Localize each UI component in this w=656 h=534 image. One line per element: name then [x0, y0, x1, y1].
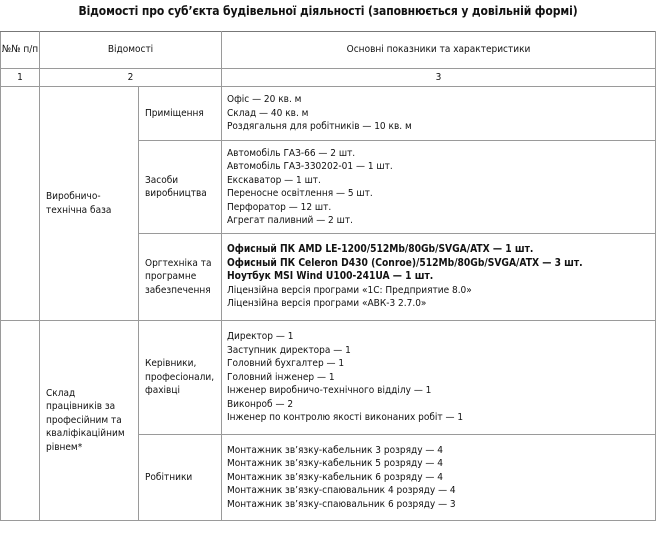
list-item: Заступник директора — 1: [227, 344, 351, 356]
numbering-cell-1: 1: [1, 69, 40, 87]
list-item: Екскаватор — 1 шт.: [227, 174, 321, 186]
list-item: Інженер по контролю якості виконаних робіт — 1: [227, 412, 464, 424]
header-number: №№ п/п: [1, 32, 40, 69]
document-title: Відомості про суб’єкта будівельної діяльності (заповнюється у довільній формі): [78, 4, 578, 18]
list-item: Головний інженер — 1: [227, 371, 335, 383]
list-item: Автомобіль ГАЗ-330202-01 — 1 шт.: [227, 161, 393, 172]
group-label: Оргтехніка та програмне забезпечення: [139, 234, 222, 321]
group-items: [222, 87, 656, 141]
group-label: Приміщення: [139, 87, 222, 141]
group-items: [222, 234, 656, 321]
row-number-cell: [1, 321, 40, 521]
header-info: Відомості: [40, 32, 222, 69]
list-item: Ноутбук MSI Wind U100-241UA — 1 шт.: [227, 271, 434, 283]
list-item: Монтажник зв’язку-спаювальник 6 розряду — 3: [227, 498, 456, 510]
table-row: [1, 87, 656, 141]
list-item: Головний бухгалтер — 1: [227, 358, 345, 370]
list-item: Офисный ПК AMD LE-1200/512Mb/80Gb/SVGA/ATX — 1 шт.: [227, 244, 534, 256]
group-items: [222, 321, 656, 435]
numbering-cell-3: 3: [222, 69, 656, 87]
list-item: Роздягальня для робітників — 10 кв. м: [227, 121, 412, 133]
group-items: [222, 435, 656, 521]
numbering-cell-2: 2: [40, 69, 222, 87]
list-item: Склад — 40 кв. м: [227, 107, 309, 119]
subject-info-table: [0, 31, 656, 521]
group-label: Керівники, професіонали, фахівці: [139, 321, 222, 435]
list-item: Переносне освітлення — 5 шт.: [227, 188, 373, 199]
list-item: Монтажник зв’язку-кабельник 3 розряду — 4: [227, 444, 443, 456]
list-item: Перфоратор — 12 шт.: [227, 201, 332, 213]
list-item: Виконроб — 2: [227, 398, 294, 410]
list-item: Монтажник зв’язку-кабельник 6 розряду — 4: [227, 471, 443, 483]
list-item: Монтажник зв’язку-спаювальник 4 розряду — 4: [227, 485, 456, 497]
table-row: [1, 321, 656, 435]
list-item: Офисный ПК Celeron D430 (Conroe)/512Mb/80Gb/SVGA/ATX — 3 шт.: [227, 257, 583, 269]
list-item: Директор — 1: [227, 331, 294, 343]
list-item: Ліцензійна версія програми «АВК-3 2.7.0»: [227, 298, 427, 310]
list-item: Автомобіль ГАЗ-66 — 2 шт.: [227, 147, 356, 159]
header-main: Основні показники та характеристики: [222, 32, 656, 69]
group-label: Засоби виробництва: [139, 141, 222, 234]
numbering-row: [1, 69, 656, 87]
list-item: Монтажник зв’язку-кабельник 5 розряду — 4: [227, 458, 443, 470]
header-row: [1, 32, 656, 69]
list-item: Ліцензійна версія програми «1С: Предприятие 8.0»: [227, 284, 472, 296]
group-items: [222, 141, 656, 234]
group-label: Робітники: [139, 435, 222, 521]
list-item: Інженер виробничо-технічного відділу — 1: [227, 385, 432, 397]
section-name: Склад працівників за професійним та кваліфікаційним рівнем*: [40, 321, 139, 521]
section-name: Виробничо-технічна база: [40, 87, 139, 321]
row-number-cell: [1, 87, 40, 321]
list-item: Офіс — 20 кв. м: [227, 94, 302, 106]
list-item: Агрегат паливний — 2 шт.: [227, 215, 353, 226]
